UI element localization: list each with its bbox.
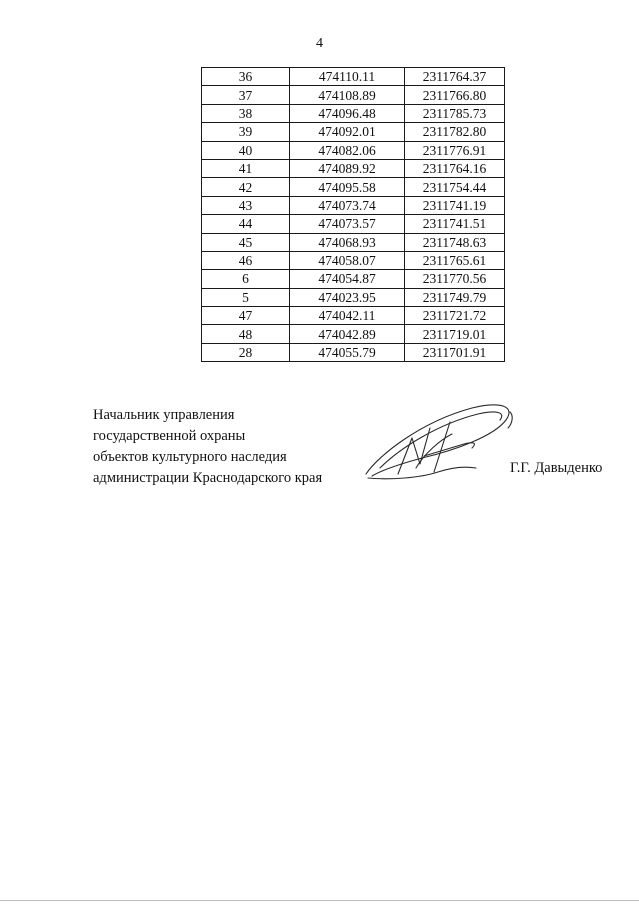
x-coordinate-cell: 474092.01: [290, 123, 405, 141]
point-number-cell: 42: [202, 178, 290, 196]
table-row: [202, 270, 505, 288]
table-row: [202, 159, 505, 177]
x-coordinate-cell: 474095.58: [290, 178, 405, 196]
table-row: [202, 86, 505, 104]
table-row: [202, 104, 505, 122]
y-coordinate-cell: 2311721.72: [405, 307, 505, 325]
x-coordinate-cell: 474058.07: [290, 251, 405, 269]
table-row: [202, 178, 505, 196]
x-coordinate-cell: 474108.89: [290, 86, 405, 104]
y-coordinate-cell: 2311776.91: [405, 141, 505, 159]
signatory-position: [93, 405, 322, 489]
point-number-cell: 48: [202, 325, 290, 343]
point-number-cell: 38: [202, 104, 290, 122]
table-row: [202, 288, 505, 306]
y-coordinate-cell: 2311754.44: [405, 178, 505, 196]
point-number-cell: 37: [202, 86, 290, 104]
point-number-cell: 40: [202, 141, 290, 159]
y-coordinate-cell: 2311749.79: [405, 288, 505, 306]
x-coordinate-cell: 474055.79: [290, 343, 405, 361]
y-coordinate-cell: 2311748.63: [405, 233, 505, 251]
point-number-cell: 43: [202, 196, 290, 214]
x-coordinate-cell: 474042.89: [290, 325, 405, 343]
y-coordinate-cell: 2311766.80: [405, 86, 505, 104]
table-row: [202, 251, 505, 269]
point-number-cell: 47: [202, 307, 290, 325]
x-coordinate-cell: 474089.92: [290, 159, 405, 177]
y-coordinate-cell: 2311782.80: [405, 123, 505, 141]
point-number-cell: 41: [202, 159, 290, 177]
y-coordinate-cell: 2311741.19: [405, 196, 505, 214]
x-coordinate-cell: 474096.48: [290, 104, 405, 122]
position-line: администрации Краснодарского края: [93, 470, 323, 486]
table-row: [202, 233, 505, 251]
x-coordinate-cell: 474042.11: [290, 307, 405, 325]
page-bottom-divider: [0, 900, 639, 901]
y-coordinate-cell: 2311764.16: [405, 159, 505, 177]
y-coordinate-cell: 2311719.01: [405, 325, 505, 343]
x-coordinate-cell: 474073.57: [290, 215, 405, 233]
position-line: государственной охраны: [93, 428, 246, 444]
table-row: [202, 325, 505, 343]
x-coordinate-cell: 474054.87: [290, 270, 405, 288]
table-row: [202, 123, 505, 141]
x-coordinate-cell: 474023.95: [290, 288, 405, 306]
position-line: объектов культурного наследия: [93, 449, 287, 465]
position-line: Начальник управления: [93, 407, 235, 423]
page-number: 4: [316, 36, 323, 51]
y-coordinate-cell: 2311764.37: [405, 68, 505, 86]
point-number-cell: 6: [202, 270, 290, 288]
signer-name: Г.Г. Давыденко: [510, 460, 603, 476]
point-number-cell: 44: [202, 215, 290, 233]
point-number-cell: 28: [202, 343, 290, 361]
point-number-cell: 5: [202, 288, 290, 306]
table-row: [202, 343, 505, 361]
y-coordinate-cell: 2311701.91: [405, 343, 505, 361]
point-number-cell: 36: [202, 68, 290, 86]
table-row: [202, 141, 505, 159]
x-coordinate-cell: 474068.93: [290, 233, 405, 251]
handwritten-signature: [360, 398, 520, 488]
x-coordinate-cell: 474082.06: [290, 141, 405, 159]
table-row: [202, 215, 505, 233]
table-row: [202, 196, 505, 214]
coordinates-table: [201, 67, 505, 362]
table-row: [202, 307, 505, 325]
y-coordinate-cell: 2311770.56: [405, 270, 505, 288]
point-number-cell: 45: [202, 233, 290, 251]
y-coordinate-cell: 2311785.73: [405, 104, 505, 122]
y-coordinate-cell: 2311765.61: [405, 251, 505, 269]
point-number-cell: 39: [202, 123, 290, 141]
point-number-cell: 46: [202, 251, 290, 269]
y-coordinate-cell: 2311741.51: [405, 215, 505, 233]
x-coordinate-cell: 474110.11: [290, 68, 405, 86]
x-coordinate-cell: 474073.74: [290, 196, 405, 214]
table-row: [202, 68, 505, 86]
